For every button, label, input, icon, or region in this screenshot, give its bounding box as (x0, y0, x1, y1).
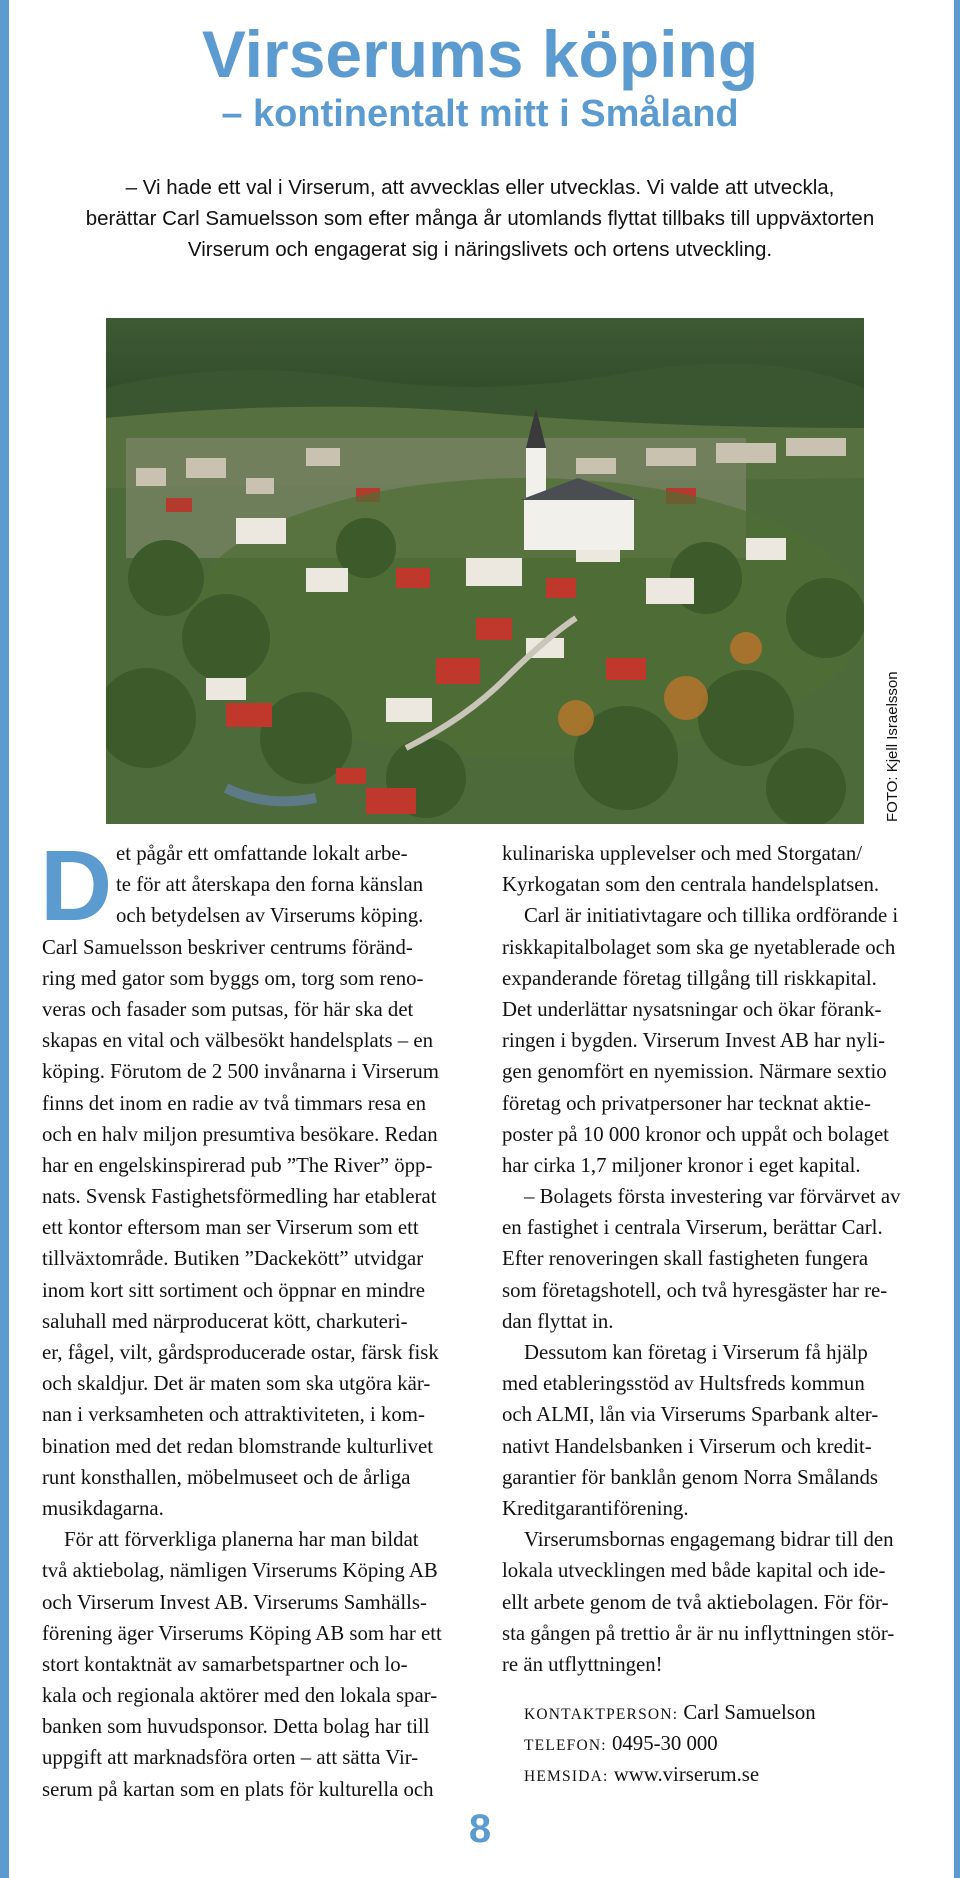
contact-website (502, 1759, 928, 1790)
town-aerial-photo (106, 318, 864, 824)
text-line: och betydelsen av Virserums köping. (116, 904, 424, 928)
text-line: och skaldjur. Det är maten som ska utgöra kär- (42, 1372, 431, 1396)
right-accent-bar (954, 0, 960, 1878)
text-line: gen genomfört en nyemission. Närmare sextio (502, 1060, 887, 1084)
text-line: veras och fasader som putsas, för här ska det (42, 997, 414, 1021)
text-line: re än utflyttningen! (502, 1652, 663, 1676)
text-line: et pågår ett omfattande lokalt arbe- (116, 842, 408, 865)
text-line: inom kort sitt sortiment och öppnar en mindre (42, 1278, 425, 1302)
drop-cap: D (40, 830, 113, 942)
text-line: lokala utvecklingen med både kapital och ide- (502, 1559, 886, 1583)
text-line: ellt arbete genom de två aktiebolagen. För för- (502, 1590, 889, 1614)
text-line: Kyrkogatan som den centrala handelsplatsen. (502, 873, 880, 897)
text-line: saluhall med närproducerat kött, charkuteri- (42, 1309, 408, 1333)
contact-person-label: KONTAKTPERSON: (524, 1706, 679, 1724)
text-line: förening äger Virserums Köping AB som har ett (42, 1621, 442, 1645)
intro-line: – Vi hade ett val i Virserum, att avvecklas eller utvecklas. Vi valde att utveckla, (125, 176, 835, 199)
text-line: expanderande företag tillgång till riskkapital. (502, 966, 877, 990)
text-line: riskkapitalbolaget som ska ge nyetablerade och (502, 935, 896, 959)
text-line: – Bolagets första investering var förvärvet av (524, 1185, 901, 1209)
text-line: företag och privatpersoner har tecknat aktie- (502, 1091, 871, 1115)
text-line: runt konsthallen, möbelmuseet och de årliga (42, 1465, 411, 1489)
text-line: ringen i bygden. Virserum Invest AB har nyli- (502, 1029, 886, 1053)
text-line: skapas en vital och välbesökt handelsplats – en (42, 1029, 433, 1053)
text-line: dan flyttat in. (502, 1309, 614, 1333)
text-line: te för att återskapa den forna känslan (116, 873, 424, 897)
article-left-column (40, 830, 470, 1805)
text-line: nan i verksamheten och attraktiviteten, i kom- (42, 1403, 425, 1427)
text-line: ett kontor eftersom man ser Virserum som ett (42, 1216, 419, 1240)
contact-block (502, 1697, 928, 1791)
text-line: banken som huvudsponsor. Detta bolag har till (42, 1715, 430, 1739)
text-line: Kreditgarantiförening. (502, 1496, 689, 1520)
text-line: kala och regionala aktörer med den lokala spar- (42, 1684, 438, 1708)
town-aerial-photo-illustration (106, 318, 864, 824)
text-line: musikdagarna. (42, 1496, 164, 1520)
intro-paragraph (48, 172, 912, 265)
text-line: med etableringsstöd av Hultsfreds kommun (502, 1372, 865, 1396)
text-line: ring med gator som byggs om, torg som reno- (42, 966, 424, 990)
text-line: poster på 10 000 kronor och uppåt och bolaget (502, 1122, 889, 1146)
text-line: och Virserum Invest AB. Virserums Samhälls- (42, 1590, 427, 1614)
contact-person (502, 1697, 928, 1728)
article-right-column (502, 838, 928, 1791)
text-line: uppgift att marknadsföra orten – att sätta Vir- (42, 1746, 419, 1770)
text-line: en fastighet i centrala Virserum, berättar Carl. (502, 1216, 883, 1240)
page-title: Virserums köping (201, 17, 759, 91)
text-line: nativt Handelsbanken i Virserum och kredit- (502, 1434, 872, 1458)
contact-website-link[interactable]: www.virserum.se (613, 1763, 760, 1787)
text-line: Det underlättar nysatsningar och ökar förank- (502, 997, 882, 1021)
text-line: två aktiebolag, nämligen Virserums Köping AB (42, 1559, 438, 1583)
text-line: och ALMI, lån via Virserums Sparbank alter- (502, 1403, 879, 1427)
text-line: Dessutom kan företag i Virserum få hjälp (524, 1341, 868, 1364)
text-line: Carl Samuelsson beskriver centrums föränd- (42, 935, 413, 959)
text-line: Carl är initiativtagare och tillika ordförande i (524, 904, 899, 928)
text-line: som företagshotell, och två hyresgäster har re- (502, 1278, 888, 1302)
text-line: Virserumsbornas engagemang bidrar till den (524, 1528, 894, 1552)
contact-phone-value: 0495-30 000 (612, 1732, 718, 1756)
text-line: stort kontaktnät av samarbetspartner och lo- (42, 1652, 408, 1676)
text-line: bination med det redan blomstrande kulturlivet (42, 1434, 433, 1458)
page-number: 8 (468, 1807, 492, 1851)
intro-line: berättar Carl Samuelsson som efter många år utomlands flyttat tillbaks till uppväxtorten (85, 207, 875, 230)
intro-line: Virserum och engagerat sig i näringslivets och ortens utveckling. (187, 238, 773, 261)
left-accent-bar (0, 0, 9, 1878)
page-subtitle: – kontinentalt mitt i Småland (221, 93, 739, 135)
text-line: finns det inom en radie av två timmars resa en (42, 1091, 427, 1115)
text-line: serum på kartan som en plats för kulturella och (42, 1777, 434, 1801)
text-line: sta gången på trettio år är nu inflyttningen stör- (502, 1621, 895, 1645)
text-line: och en halv miljon presumtiva besökare. Redan (42, 1122, 438, 1146)
contact-phone-label: TELEFON: (524, 1737, 607, 1755)
contact-website-label: HEMSIDA: (524, 1768, 609, 1786)
contact-phone (502, 1728, 928, 1759)
photo-credit: FOTO: Kjell Israelsson (884, 671, 901, 822)
text-line: nats. Svensk Fastighetsförmedling har etablerat (42, 1185, 437, 1209)
text-line: Efter renoveringen skall fastigheten fungera (502, 1247, 869, 1271)
text-line: kulinariska upplevelser och med Storgatan/ (502, 842, 863, 865)
text-line: har en engelskinspirerad pub ”The River” öpp- (42, 1153, 433, 1177)
text-line: För att förverkliga planerna har man bildat (64, 1528, 419, 1552)
text-line: köping. Förutom de 2 500 invånarna i Virserum (42, 1060, 439, 1084)
text-line: garantier för banklån genom Norra Smålands (502, 1465, 878, 1489)
text-line: tillväxtområde. Butiken ”Dackekött” utvidgar (42, 1247, 424, 1271)
contact-person-value: Carl Samuelson (683, 1701, 816, 1725)
text-line: er, fågel, vilt, gårdsproducerade ostar, färsk fisk (42, 1341, 439, 1364)
text-line: har cirka 1,7 miljoner kronor i eget kapital. (502, 1153, 861, 1177)
